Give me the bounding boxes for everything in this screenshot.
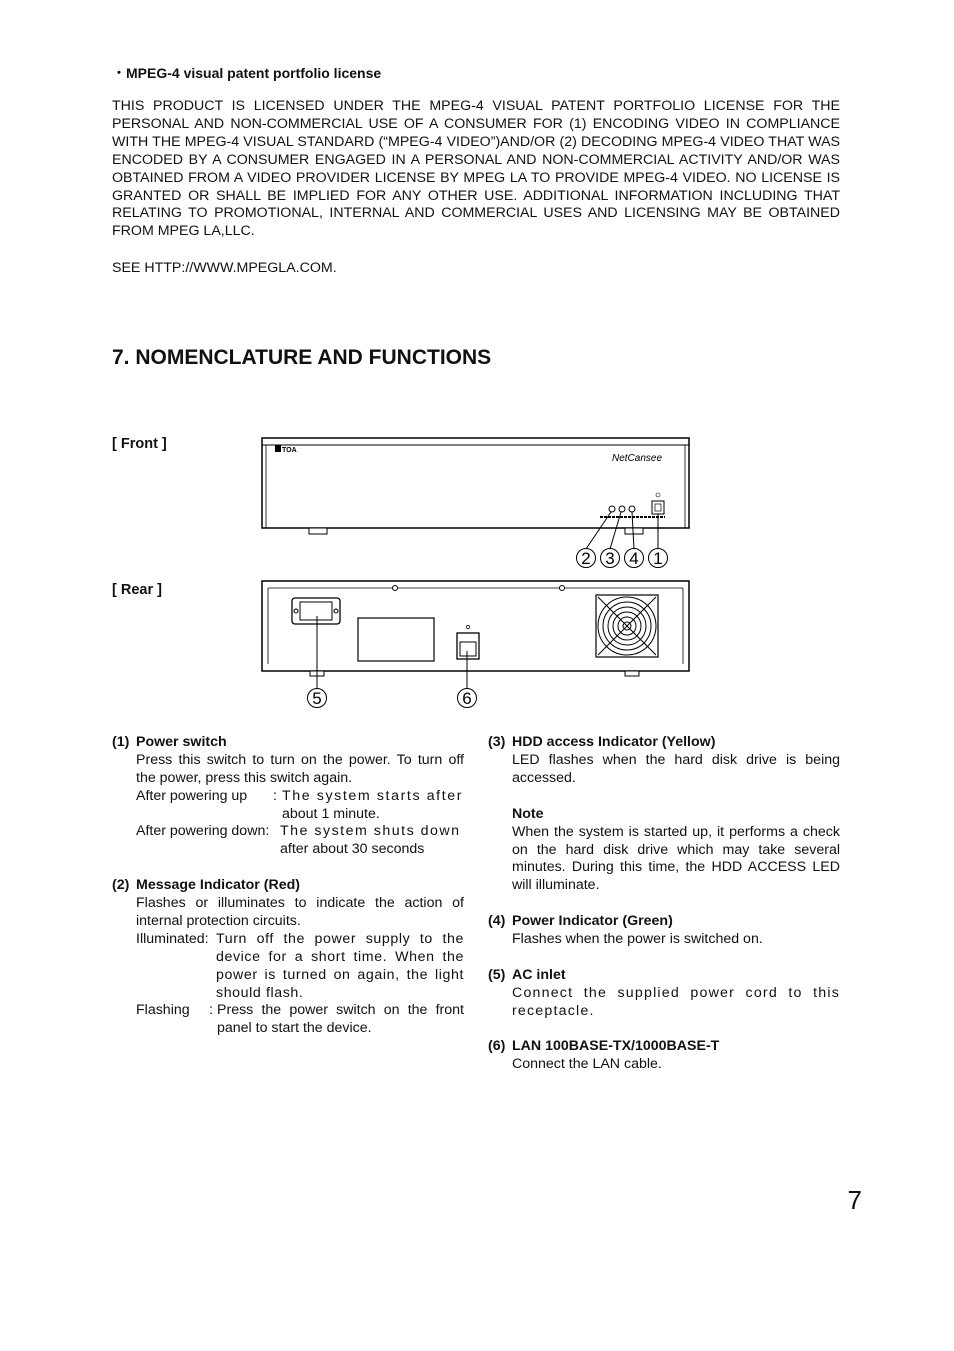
callout-5: 5 bbox=[312, 689, 322, 708]
condition-text: after about 30 seconds bbox=[280, 841, 425, 857]
item-title: Message Indicator (Red) bbox=[136, 877, 300, 893]
item-heading bbox=[488, 967, 840, 985]
item-description: Flashes when the power is switched on. bbox=[512, 930, 763, 947]
ac-inlet-graphic bbox=[292, 598, 340, 624]
condition-label: Flashing bbox=[136, 1002, 190, 1018]
note-title: Note bbox=[512, 805, 544, 822]
note-body: When the system is started up, it performs a check on the hard disk drive which may take several minutes. During this time, the HDD ACCESS LED will illuminate. bbox=[512, 823, 840, 894]
license-heading: ・MPEG-4 visual patent portfolio license bbox=[112, 65, 382, 81]
item-number: (6) bbox=[488, 1038, 506, 1054]
callout-6: 6 bbox=[462, 689, 472, 708]
callout-1: 1 bbox=[653, 549, 663, 568]
callout-2: 2 bbox=[581, 549, 591, 568]
condition-text: Press the power switch on the front panel to start the device. bbox=[217, 1002, 464, 1036]
item-heading bbox=[488, 913, 840, 931]
item-number: (1) bbox=[112, 734, 130, 750]
item-title: Power Indicator (Green) bbox=[512, 913, 673, 929]
product-logo: NetCansee bbox=[612, 453, 663, 464]
front-view-diagram bbox=[255, 432, 700, 572]
condition-text: The system starts after bbox=[282, 788, 464, 804]
item-number: (2) bbox=[112, 877, 130, 893]
callout-4: 4 bbox=[629, 549, 639, 568]
item-title: HDD access Indicator (Yellow) bbox=[512, 734, 716, 750]
item-message-indicator bbox=[112, 877, 464, 931]
condition-label: Illuminated: bbox=[136, 931, 209, 947]
front-view-label: [ Front ] bbox=[112, 436, 167, 452]
condition-label: After powering up bbox=[136, 788, 248, 804]
license-see-url: SEE HTTP://WWW.MPEGLA.COM. bbox=[112, 260, 337, 276]
item-title: LAN 100BASE-TX/1000BASE-T bbox=[512, 1038, 720, 1054]
item-number: (3) bbox=[488, 734, 506, 750]
condition-label: After powering down: bbox=[136, 823, 270, 839]
item-heading bbox=[488, 734, 840, 752]
item-power-switch bbox=[112, 734, 464, 788]
item-heading bbox=[112, 877, 464, 895]
item-description: LED flashes when the hard disk drive is being accessed. bbox=[512, 751, 840, 786]
item-description: Flashes or illuminates to indicate the action of internal protection circuits. bbox=[136, 894, 464, 929]
callout-3: 3 bbox=[605, 549, 615, 568]
front-callouts bbox=[577, 549, 668, 569]
item-number: (4) bbox=[488, 913, 506, 929]
item-ac-inlet bbox=[488, 967, 840, 1021]
page-number: 7 bbox=[847, 1185, 862, 1215]
item-hdd-access-indicator bbox=[488, 734, 840, 895]
rear-callouts bbox=[308, 689, 477, 709]
section-title: 7. NOMENCLATURE AND FUNCTIONS bbox=[112, 346, 492, 369]
condition-text: about 1 minute. bbox=[282, 806, 380, 822]
item-description: Connect the LAN cable. bbox=[512, 1055, 662, 1072]
rear-view-diagram bbox=[255, 576, 700, 714]
item-lan-port bbox=[488, 1038, 840, 1074]
rear-view-label: [ Rear ] bbox=[112, 582, 162, 598]
rear-cover-plate bbox=[358, 618, 434, 661]
condition-text: The system shuts down bbox=[280, 823, 461, 839]
condition-separator: : bbox=[273, 788, 277, 804]
item-heading bbox=[488, 1038, 840, 1056]
condition-separator: : bbox=[209, 1002, 213, 1018]
item-number: (5) bbox=[488, 967, 506, 983]
item-description: Connect the supplied power cord to this receptacle. bbox=[512, 984, 840, 1019]
license-body: THIS PRODUCT IS LICENSED UNDER THE MPEG-4 VISUAL PATENT PORTFOLIO LICENSE FOR THE PERSONAL AND NON-COMMERCIAL USE OF A CONSUMER FOR (1) ENCODING VIDEO IN COMPLIANCE WITH THE MPEG-4 VISUAL STANDARD (“MPEG-4 VIDEO”)AND/OR (2) DECODING MPEG-4 VIDEO THAT WAS ENCODED BY A CONSUMER ENGAGED IN A PERSONAL AND NON-COMMERCIAL ACTIVITY AND/OR WAS OBTAINED FROM A VIDEO PROVIDER LICENSE BY MPEG LA TO PROVIDE MPEG-4 VIDEO. NO LICENSE IS GRANTED OR SHALL BE IMPLIED FOR ANY OTHER USE. ADDITIONAL INFORMATION INCLUDING THAT RELATING TO PROMOTIONAL, INTERNAL AND COMMERCIAL USES AND LICENSING MAY BE OBTAINED FROM MPEG LA,LLC. bbox=[112, 98, 840, 240]
svg-text:TOA: TOA bbox=[282, 447, 297, 454]
item-description: Press this switch to turn on the power. To turn off the power, press this switch again. bbox=[136, 751, 464, 786]
item-heading bbox=[112, 734, 464, 752]
item-title: Power switch bbox=[136, 734, 227, 750]
condition-text: Turn off the power supply to the device for a short time. When the power is turned on again, the light should flash. bbox=[216, 931, 464, 1001]
item-power-indicator bbox=[488, 913, 840, 949]
item-title: AC inlet bbox=[512, 967, 566, 983]
